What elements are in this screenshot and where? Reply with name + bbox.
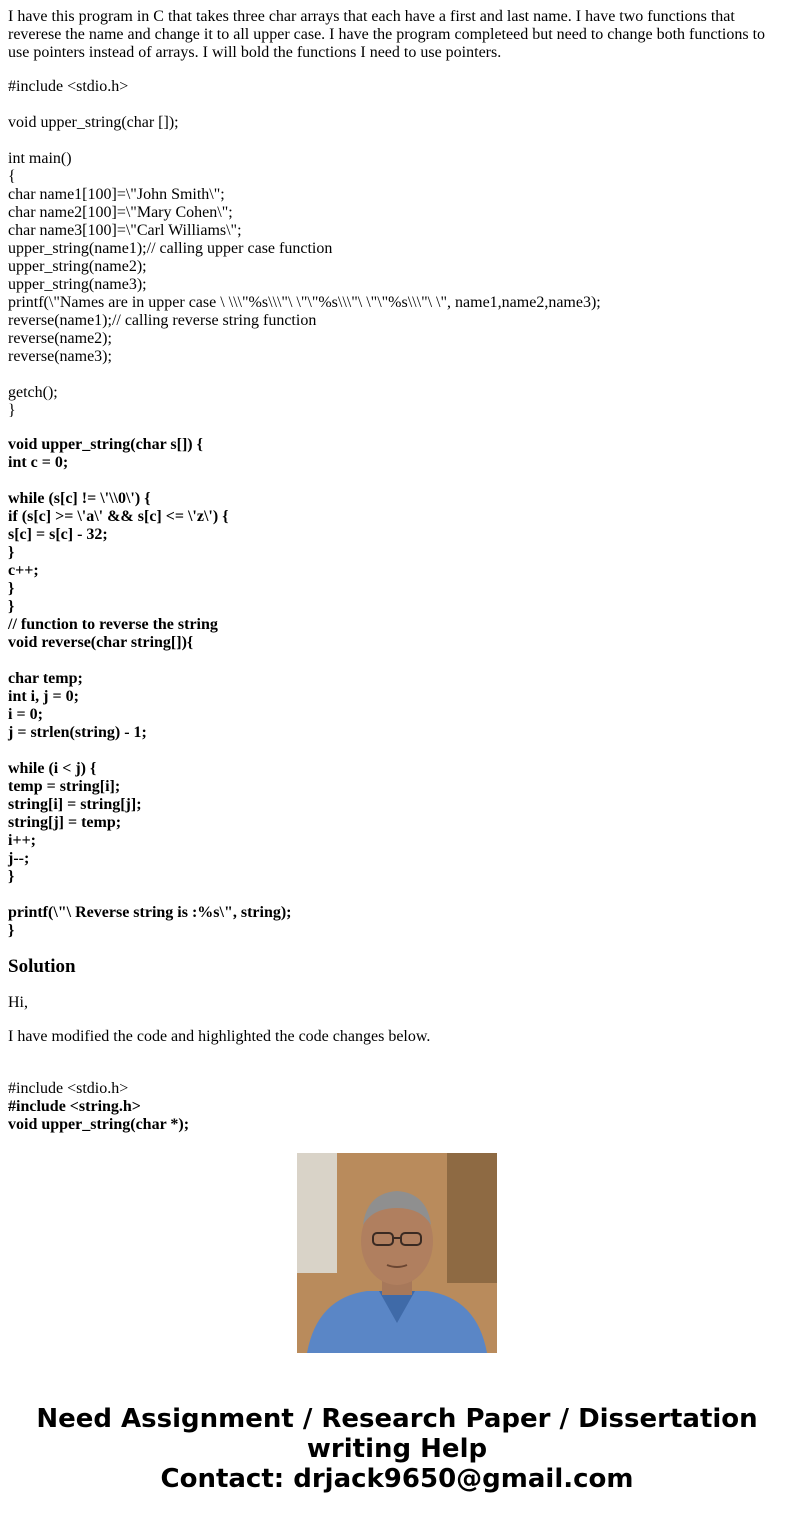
banner-line: Need Assignment / Research Paper / Dissertation [36, 1404, 758, 1434]
code-line: reverse(name2); [8, 330, 112, 347]
code-line [8, 652, 786, 670]
avatar-portrait [297, 1153, 497, 1353]
code-line: void reverse(char string[]){ [8, 634, 194, 651]
code-line: int i, j = 0; [8, 688, 79, 705]
code-line: void upper_string(char s[]) { [8, 436, 203, 453]
code-line: s[c] = s[c] - 32; [8, 526, 108, 543]
banner-line: writing Help [306, 1434, 488, 1464]
code-line: i++; [8, 832, 37, 849]
code-line: } [8, 580, 15, 597]
code-line: upper_string(name3); [8, 276, 147, 293]
code-line [8, 472, 786, 490]
code-block-plain [8, 78, 786, 420]
banner-line: Contact: drjack9650@gmail.com [160, 1464, 634, 1494]
solution-code-line: #include <stdio.h> [8, 1080, 129, 1097]
code-line: char name3[100]=\"Carl Williams\"; [8, 222, 242, 239]
code-line: j = strlen(string) - 1; [8, 724, 147, 741]
code-line: { [8, 168, 16, 185]
author-avatar [297, 1153, 497, 1353]
question-intro: I have this program in C that takes three char arrays that each have a first and last name. I have two functions that reverese the name and change it to all upper case. I have the program completeed but need to change both functions to use pointers instead of arrays. I will bold the functions I need to use pointers. [8, 8, 766, 61]
code-line: #include <stdio.h> [8, 78, 129, 95]
code-line: getch(); [8, 384, 58, 401]
code-line: c++; [8, 562, 39, 579]
code-line: } [8, 868, 15, 885]
code-line: reverse(name3); [8, 348, 112, 365]
code-line: } [8, 922, 15, 939]
code-line: j--; [8, 850, 30, 867]
code-line: } [8, 598, 15, 615]
code-block-bold [8, 436, 786, 940]
code-line: temp = string[i]; [8, 778, 121, 795]
code-line: i = 0; [8, 706, 43, 723]
code-line: string[j] = temp; [8, 814, 122, 831]
code-line [8, 886, 786, 904]
code-line: printf(\"\ Reverse string is :%s\", string); [8, 904, 292, 921]
contact-banner [0, 1404, 794, 1494]
code-line: char name1[100]=\"John Smith\"; [8, 186, 225, 203]
solution-code-line: #include <string.h> [8, 1098, 141, 1115]
code-line: if (s[c] >= \'a\' && s[c] <= \'z\') { [8, 508, 229, 525]
solution-greeting: Hi, [8, 994, 28, 1011]
code-line: } [8, 402, 16, 419]
solution-code-line: void upper_string(char *); [8, 1116, 190, 1133]
code-line: printf(\"Names are in upper case \ \\\"%s\\\"\ \"\"%s\\\"\ \"\"%s\\\"\ \", name1,name2,name3); [8, 294, 601, 311]
code-line: void upper_string(char []); [8, 114, 179, 131]
code-line [8, 366, 786, 384]
code-line: while (s[c] != \'\\0\') { [8, 490, 151, 507]
code-line: int c = 0; [8, 454, 69, 471]
code-line: while (i < j) { [8, 760, 97, 777]
solution-note: I have modified the code and highlighted the code changes below. [8, 1028, 431, 1045]
code-line [8, 742, 786, 760]
code-line [8, 132, 786, 150]
solution-heading: Solution [8, 956, 76, 977]
code-line: reverse(name1);// calling reverse string function [8, 312, 317, 329]
code-line: // function to reverse the string [8, 616, 218, 633]
code-line: upper_string(name1);// calling upper case function [8, 240, 333, 257]
code-line: upper_string(name2); [8, 258, 147, 275]
code-line: string[i] = string[j]; [8, 796, 142, 813]
code-line: char temp; [8, 670, 83, 687]
code-line: char name2[100]=\"Mary Cohen\"; [8, 204, 233, 221]
code-line [8, 96, 786, 114]
code-line: } [8, 544, 15, 561]
code-line: int main() [8, 150, 72, 167]
